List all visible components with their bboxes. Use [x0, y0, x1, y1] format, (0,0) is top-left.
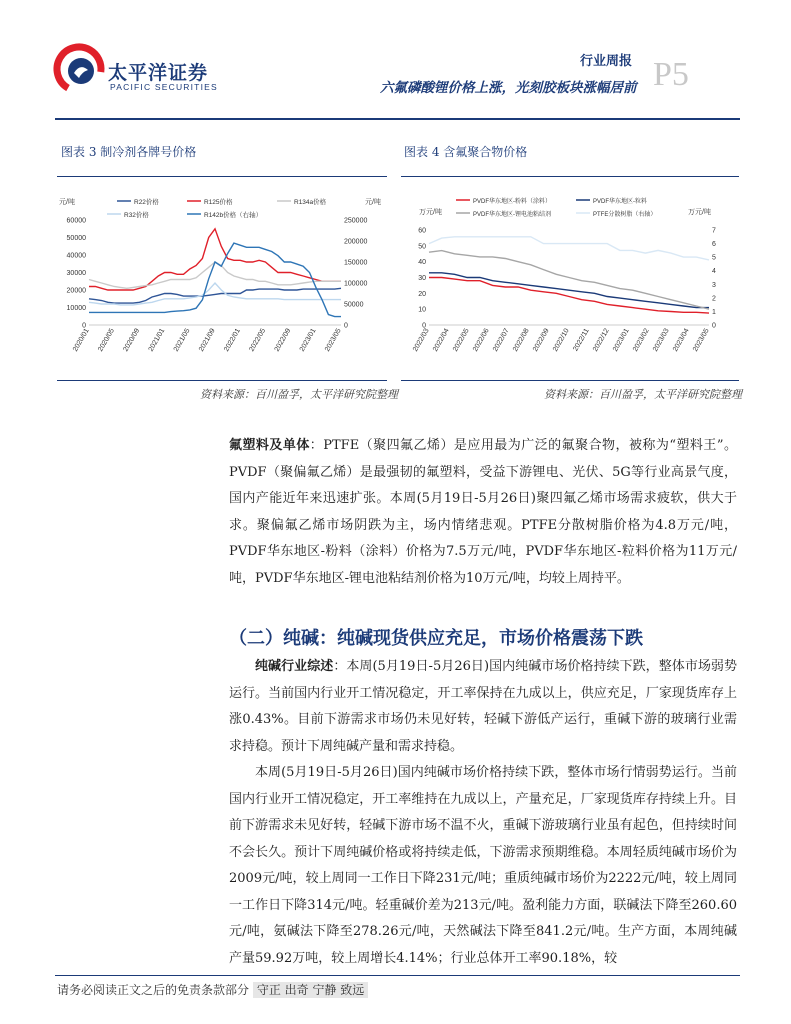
x-tick-label: 2022/05	[452, 327, 471, 353]
figure-4-source: 资料来源：百川盈孚，太平洋研究院整理	[544, 388, 742, 401]
figure-3-source: 资料来源：百川盈孚，太平洋研究院整理	[200, 388, 398, 401]
section-heading-soda-ash: （二）纯碱：纯碱现货供应充足，市场价格震荡下跌	[229, 628, 643, 649]
x-tick-label: 2022/10	[552, 327, 571, 353]
y-right-axis-label: 元/吨	[365, 199, 381, 206]
fluoroplastic-paragraph	[229, 433, 737, 592]
y-right-axis-label: 万元/吨	[688, 209, 711, 216]
legend-label: R22价格	[134, 199, 159, 206]
legend-label: R125价格	[204, 199, 233, 206]
y-left-tick-label: 0	[422, 322, 426, 330]
x-tick-label: 2022/04	[432, 327, 451, 353]
figure-4-title: 图表 4 含氟聚合物价格	[404, 145, 528, 159]
soda-ash-summary-paragraph	[229, 654, 737, 760]
fluoroplastic-label: 氟塑料及单体	[229, 438, 310, 453]
y-left-axis-label: 元/吨	[59, 199, 75, 206]
y-right-tick-label: 5	[712, 254, 716, 262]
x-tick-label: 2023/03	[652, 327, 671, 353]
x-tick-label: 2023/05	[324, 327, 343, 353]
y-left-tick-label: 10000	[66, 305, 86, 312]
footer	[57, 981, 368, 998]
y-left-tick-label: 50000	[66, 235, 86, 242]
y-left-tick-label: 0	[82, 322, 86, 330]
y-left-tick-label: 60000	[66, 217, 86, 225]
report-type: 行业周报	[580, 54, 633, 69]
legend-label: R32价格	[124, 212, 149, 219]
y-right-tick-label: 6	[712, 241, 716, 249]
x-tick-label: 2022/03	[412, 327, 431, 353]
y-left-tick-label: 60	[418, 227, 426, 235]
x-tick-label: 2023/01	[612, 327, 631, 353]
x-tick-label: 2021/09	[198, 327, 217, 353]
y-left-tick-label: 50	[418, 243, 426, 251]
y-right-tick-label: 200000	[344, 238, 368, 246]
series-line-2	[429, 251, 709, 310]
y-left-tick-label: 10	[418, 306, 426, 314]
legend-label: PVDF华东地区-粒料	[593, 199, 648, 205]
y-right-tick-label: 4	[712, 268, 716, 276]
y-right-tick-label: 3	[712, 281, 716, 289]
soda-ash-summary-text: ：本周(5月19日-5月26日)国内纯碱市场价格持续下跌，整体市场弱势运行。当前国内行业开工情况稳定，开工率保持在九成以上，供应充足，厂家现货库存上涨0.43%。目前下游需求市场仍未见好转，轻碱下游低产运行，重碱下游的玻璃行业需求持稳。预计下周纯碱产量和需求持稳。	[229, 659, 737, 754]
y-right-tick-label: 250000	[344, 217, 368, 225]
figure-3-bottom-rule	[57, 380, 387, 381]
footer-disclaimer: 请务必阅读正文之后的免责条款部分	[57, 983, 250, 997]
pacific-securities-logo-icon	[50, 40, 108, 98]
x-tick-label: 2022/12	[592, 327, 611, 353]
footer-divider	[55, 975, 740, 976]
x-tick-label: 2022/07	[492, 327, 511, 353]
x-tick-label: 2023/02	[632, 327, 651, 353]
x-tick-label: 2020/09	[122, 327, 142, 353]
figure-3-title: 图表 3 制冷剂各牌号价格	[61, 145, 197, 159]
x-tick-label: 2022/09	[273, 327, 293, 353]
y-right-tick-label: 2	[712, 295, 716, 303]
x-tick-label: 2022/11	[572, 327, 591, 353]
y-left-axis-label: 万元/吨	[419, 209, 442, 216]
legend-label: PVDF华东地区-锂电池粘结剂	[473, 212, 552, 218]
x-tick-label: 2022/01	[223, 327, 242, 353]
series-line-1	[89, 229, 341, 290]
y-left-tick-label: 30000	[66, 270, 86, 277]
x-tick-label: 2022/05	[248, 327, 268, 353]
figure-4-top-rule	[401, 176, 739, 177]
x-tick-label: 2023/01	[298, 327, 318, 353]
fluoroplastic-text: ：PTFE（聚四氟乙烯）是应用最为广泛的氟聚合物，被称为“塑料王”。PVDF（聚偏氟乙烯）是最强韧的氟塑料，受益下游锂电、光伏、5G等行业高景气度，国内产能近年来迅速扩张。本周(5月19日-5月26日)聚四氟乙烯市场需求疲软，供大于求。聚偏氟乙烯市场阴跌为主，场内情绪悲观。PTFE分散树脂价格为4.8万元/吨，PVDF华东地区-粉料（涂料）价格为7.5万元/吨，PVDF华东地区-粒料价格为11万元/吨，PVDF华东地区-锂电池粘结剂价格为10万元/吨，均较上周持平。	[229, 438, 737, 586]
y-right-tick-label: 0	[344, 322, 348, 330]
y-left-tick-label: 40	[418, 259, 426, 267]
x-tick-label: 2020/05	[97, 327, 116, 353]
x-tick-label: 2022/08	[512, 327, 531, 353]
soda-ash-summary-label: 纯碱行业综述	[255, 659, 334, 674]
report-subtitle: 六氟磷酸锂价格上涨，光刻胶板块涨幅居前	[380, 80, 637, 96]
y-left-tick-label: 30	[418, 275, 426, 282]
brand-name-cn: 太平洋证券	[108, 62, 209, 84]
x-tick-label: 2022/09	[532, 327, 551, 353]
x-tick-label: 2021/05	[172, 327, 192, 353]
legend-label: PTFE分散树脂（右轴）	[593, 212, 657, 218]
legend-label: R142b价格（右轴）	[204, 212, 263, 219]
y-right-tick-label: 7	[712, 227, 716, 235]
x-tick-label: 2022/06	[472, 327, 491, 353]
y-right-tick-label: 0	[712, 322, 716, 330]
y-right-tick-label: 150000	[344, 259, 368, 267]
brand-name-en: PACIFIC SECURITIES	[110, 82, 218, 92]
y-left-tick-label: 20	[418, 290, 426, 298]
y-right-tick-label: 50000	[344, 301, 364, 309]
figure-4-bottom-rule	[401, 380, 739, 381]
fluoropolymer-price-chart	[401, 190, 739, 380]
x-tick-label: 2023/05	[692, 327, 711, 353]
y-right-tick-label: 100000	[344, 280, 368, 288]
y-left-tick-label: 20000	[66, 287, 86, 295]
figure-3-top-rule	[57, 176, 387, 177]
footer-motto: 守正 出奇 宁静 致远	[253, 982, 368, 998]
page-number: P5	[653, 56, 689, 93]
legend-label: R134a价格	[294, 199, 327, 206]
header-divider	[55, 118, 740, 120]
refrigerant-price-chart	[57, 190, 387, 380]
y-left-tick-label: 40000	[66, 252, 86, 260]
legend-label: PVDF华东地区-粉料（涂料）	[473, 199, 552, 205]
series-line-0	[429, 278, 709, 314]
x-tick-label: 2023/04	[672, 327, 691, 353]
x-tick-label: 2021/01	[147, 327, 167, 353]
soda-ash-detail-paragraph: 本周(5月19日-5月26日)国内纯碱市场价格持续下跌，整体市场行情弱势运行。当前国内行业开工情况稳定，开工率维持在九成以上，产量充足，厂家现货库存持续上升。目前下游需求未见好转，轻碱下游市场不温不火，重碱下游玻璃行业虽有起色，但持续时间不会长久。预计下周纯碱价格或将持续走低，下游需求预期维稳。本周轻质纯碱市场价为2009元/吨，较上周同一工作日下降231元/吨；重质纯碱市场价为2222元/吨，较上周同一工作日下降314元/吨。轻重碱价差为213元/吨。盈利能力方面，联碱法下降至260.60元/吨，氨碱法下降至278.26元/吨，天然碱法下降至841.2元/吨。生产方面，本周纯碱产量59.92万吨，较上周增长4.14%；行业总体开工率90.18%，较	[229, 765, 737, 966]
y-right-tick-label: 1	[712, 308, 716, 316]
x-tick-label: 2020/01	[72, 327, 91, 353]
